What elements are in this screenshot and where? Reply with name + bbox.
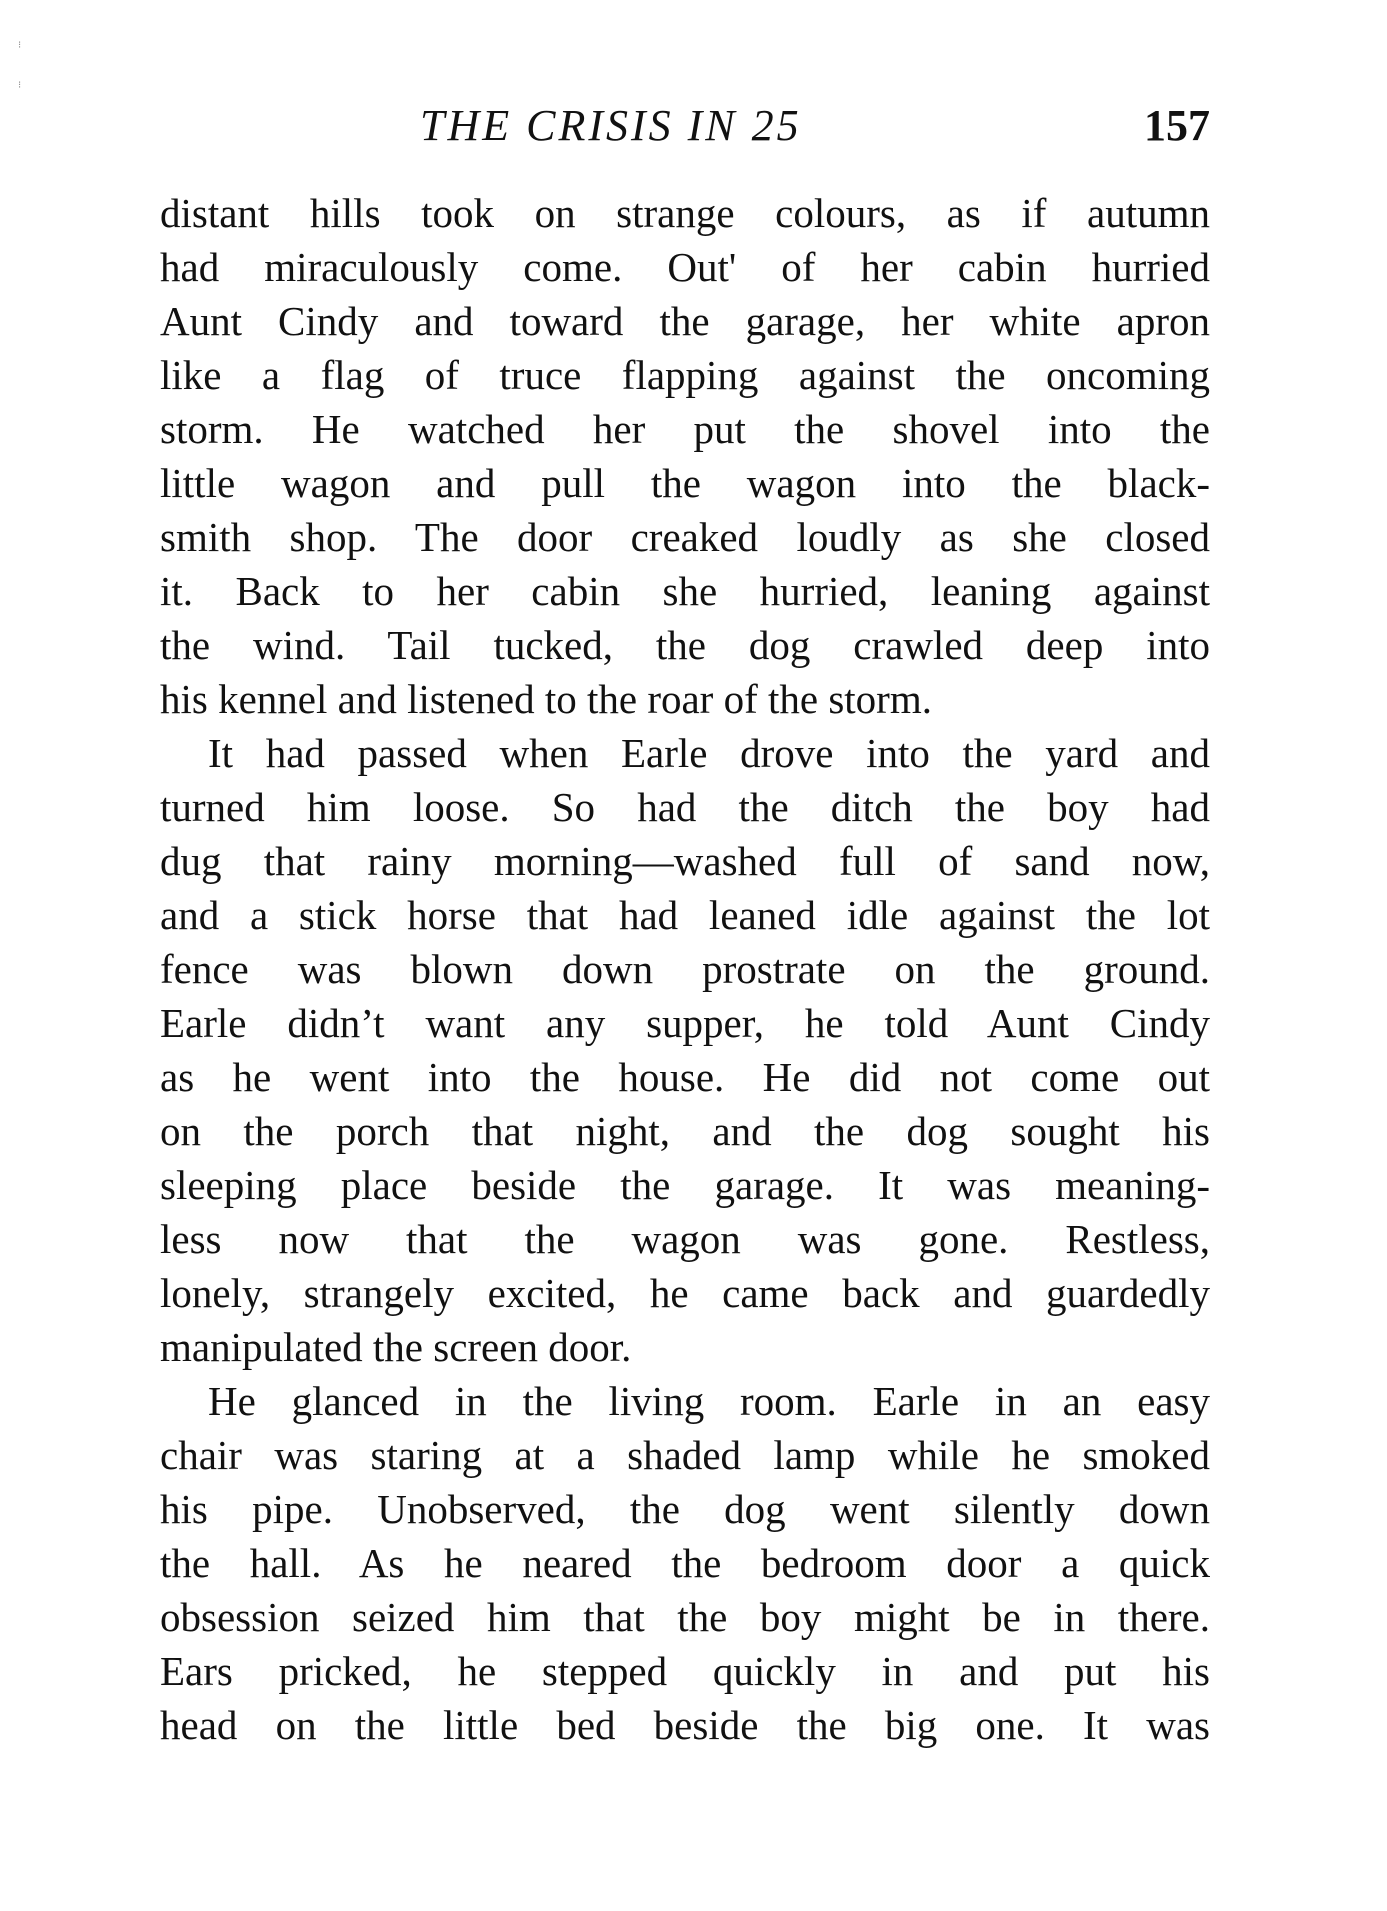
text-line: like a flag of truce flapping against the oncoming [160, 352, 1210, 398]
text-line: lonely, strangely excited, he came back and guardedly [160, 1270, 1210, 1316]
text-line: turned him loose. So had the ditch the boy had [160, 784, 1210, 830]
page-number: 157 [1144, 101, 1210, 150]
text-line: distant hills took on strange colours, as if autumn [160, 190, 1210, 236]
text-line: storm. He watched her put the shovel into the [160, 406, 1210, 452]
text-line: obsession seized him that the boy might be in there. [160, 1594, 1210, 1640]
text-line: head on the little bed beside the big one. It was [160, 1702, 1210, 1748]
text-line: his pipe. Unobserved, the dog went silently down [160, 1486, 1210, 1532]
text-line: fence was blown down prostrate on the ground. [160, 946, 1210, 992]
text-line: less now that the wagon was gone. Restless, [160, 1216, 1210, 1262]
text-line: sleeping place beside the garage. It was meaning- [160, 1162, 1210, 1208]
text-line: dug that rainy morning—washed full of sand now, [160, 838, 1210, 884]
text-line: his kennel and listened to the roar of the storm. [160, 676, 932, 722]
text-line: smith shop. The door creaked loudly as she closed [160, 514, 1210, 560]
text-line: and a stick horse that had leaned idle against the lot [160, 892, 1210, 938]
text-line: Aunt Cindy and toward the garage, her white apron [160, 298, 1210, 344]
text-line: manipulated the screen door. [160, 1324, 632, 1370]
paragraph-2 [160, 726, 1210, 1374]
running-title: THE CRISIS IN 25 [420, 101, 802, 150]
paragraph-3 [160, 1374, 1210, 1752]
text-line: It had passed when Earle drove into the yard and [208, 730, 1210, 776]
text-line: on the porch that night, and the dog sought his [160, 1108, 1210, 1154]
text-line: little wagon and pull the wagon into the black- [160, 460, 1210, 506]
running-head [160, 100, 1210, 160]
text-line: the hall. As he neared the bedroom door a quick [160, 1540, 1210, 1586]
text-line: had miraculously come. Out' of her cabin hurried [160, 244, 1210, 290]
text-line: the wind. Tail tucked, the dog crawled deep into [160, 622, 1210, 668]
text-line: it. Back to her cabin she hurried, leaning against [160, 568, 1210, 614]
margin-speck: ⁝ [18, 80, 22, 91]
text-line: as he went into the house. He did not come out [160, 1054, 1210, 1100]
margin-speck: ⁝ [18, 40, 22, 51]
text-line: Ears pricked, he stepped quickly in and put his [160, 1648, 1210, 1694]
text-line: Earle didn’t want any supper, he told Aunt Cindy [160, 1000, 1210, 1046]
paragraph-1 [160, 186, 1210, 726]
body-text [160, 186, 1210, 1752]
text-line: chair was staring at a shaded lamp while he smoked [160, 1432, 1210, 1478]
text-line: He glanced in the living room. Earle in an easy [208, 1378, 1210, 1424]
